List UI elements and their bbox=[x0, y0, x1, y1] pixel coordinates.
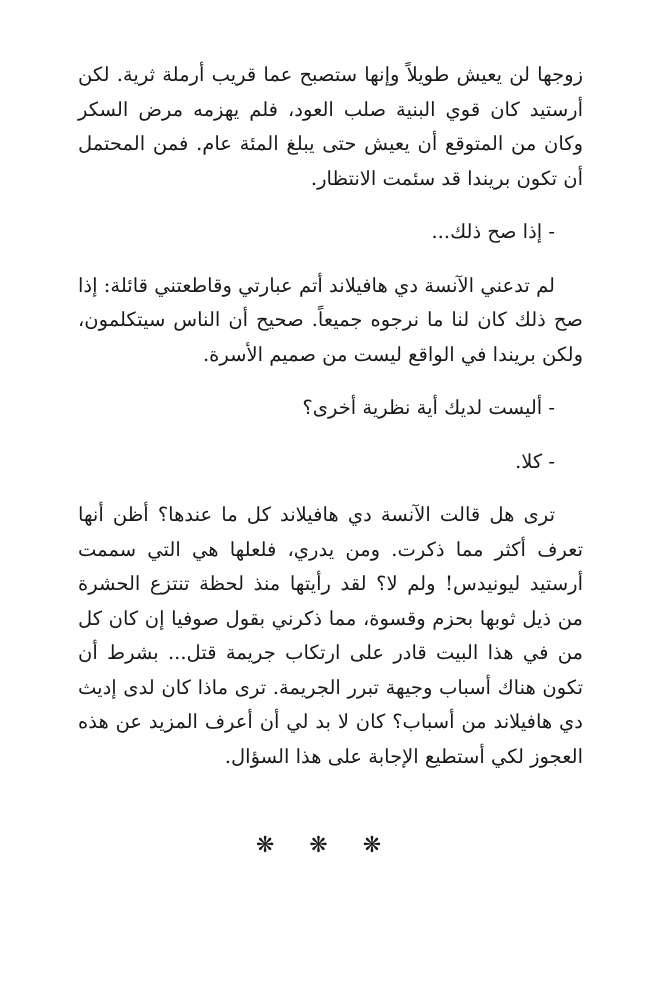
paragraph-2: لم تدعني الآنسة دي هافيلاند أتم عبارتي وقاطعتني قائلة: إذا صح ذلك كان لنا ما نرجوه جميعاً. صحيح أن الناس سيتكلمون، ولكن بريندا في الواقع ليست من صميم الأسرة. bbox=[78, 273, 583, 366]
dialogue-line-1: - إذا صح ذلك... bbox=[431, 220, 555, 243]
dialogue-line-3: - كلا. bbox=[515, 449, 555, 473]
paragraph-1: زوجها لن يعيش طويلاً وإنها ستصبح عما قريب أرملة ثرية. لكن أرستيد كان قوي البنية صلب العود، فلم يهزمه مرض السكر وكان من المتوقع أن يعيش حتى يبلغ المئة عام. فمن المحتمل أن تكون بريندا قد سئمت الانتظار. bbox=[78, 63, 583, 190]
page-body bbox=[78, 58, 583, 774]
paragraph-3: ترى هل قالت الآنسة دي هافيلاند كل ما عندها؟ أظن أنها تعرف أكثر مما ذكرت. ومن يدري، فلعلها هي التي سممت أرستيد ليونيدس! ولم لا؟ لقد رأيتها منذ لحظة تنتزع الحشرة من ذيل ثوبها بحزم وقسوة، مما ذكرني بقول صوفيا إن كان كل من في هذا البيت قادر على ارتكاب جريمة قتل... بشرط أن تكون هناك أسباب وجيهة تبرر الجريمة. ترى ماذا كان لدى إديث دي هافيلاند من أسباب؟ كان لا بد لي أن أعرف المزيد عن هذه العجوز لكي أستطيع الإجابة على هذا السؤال. bbox=[78, 503, 583, 768]
dialogue-line-2: - أليست لديك أية نظرية أخرى؟ bbox=[302, 396, 555, 419]
section-separator: ❋ ❋ ❋ bbox=[255, 833, 396, 858]
